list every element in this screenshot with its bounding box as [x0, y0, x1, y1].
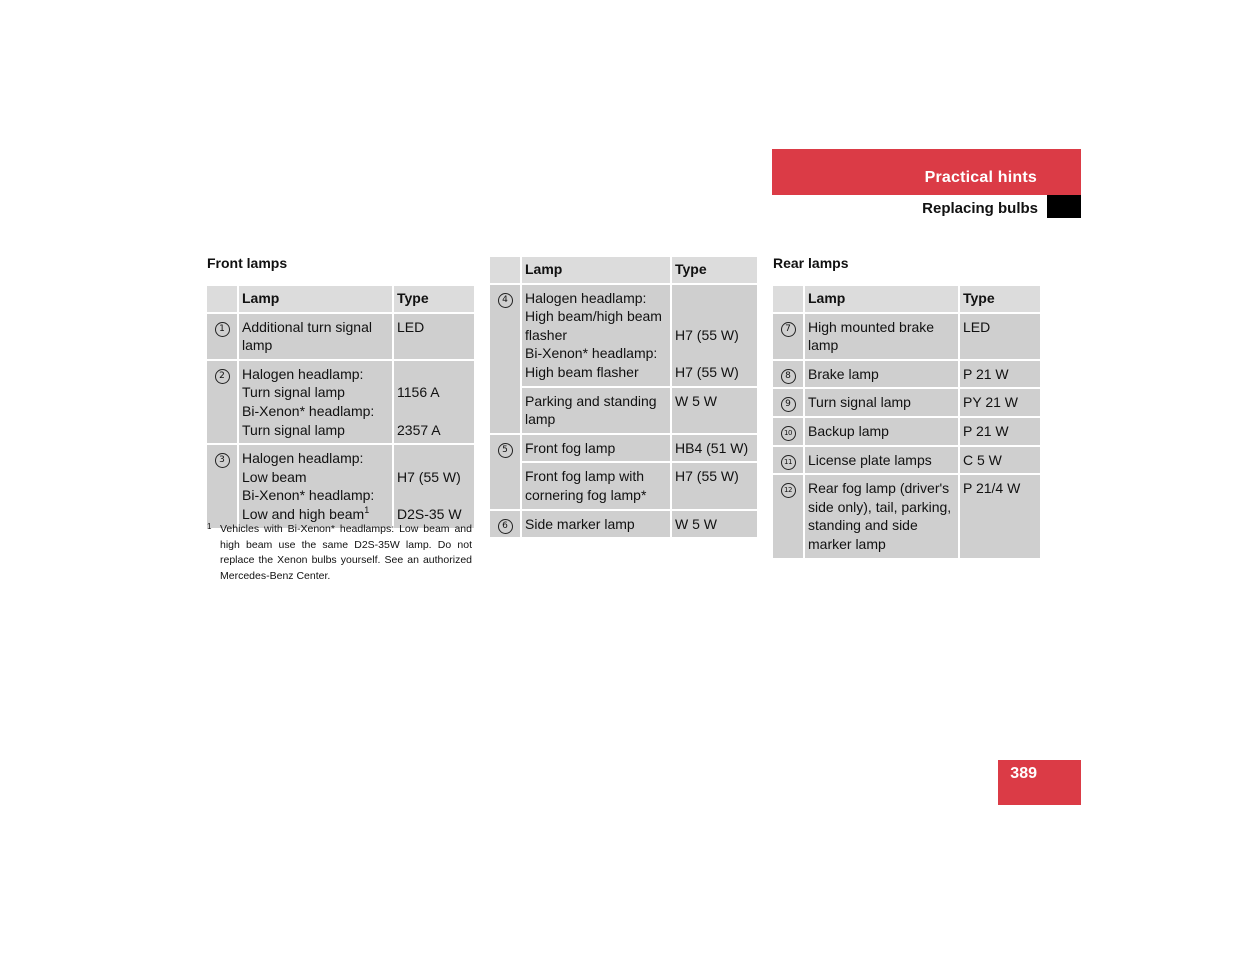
section-title-bar — [772, 195, 1047, 218]
table-row — [772, 313, 1041, 360]
type-cell — [671, 387, 758, 434]
lamp-line: Front fog lamp — [525, 439, 616, 456]
footnote-reference: 1 — [364, 504, 370, 515]
lamp-cell — [804, 313, 959, 360]
rear-lamps-title: Rear lamps — [773, 255, 849, 271]
table-row — [772, 360, 1041, 389]
type-line: P 21 W — [963, 422, 1009, 439]
item-number-cell — [206, 313, 238, 360]
chapter-header-band — [772, 149, 1081, 195]
lamp-line: Halogen headlamp: — [242, 365, 364, 382]
chapter-title: Practical hints — [924, 169, 1037, 186]
type-line: D2S-35 W — [397, 505, 462, 522]
table-row — [772, 446, 1041, 475]
lamp-line: lamp — [242, 337, 273, 354]
item-number-cell — [772, 313, 804, 360]
item-number-badge: 6 — [498, 519, 513, 534]
footnote-text: Vehicles with Bi-Xenon* headlamps: Low beam and high beam use the same D2S-35W lamp. Do not replace the Xenon bulbs yourself. See an authorized Mercedes-Benz Center. — [220, 523, 472, 582]
lamp-line: Backup lamp — [808, 422, 889, 439]
type-line — [397, 402, 471, 421]
lamp-line: Halogen headlamp: — [242, 450, 364, 467]
item-number-badge: 11 — [781, 455, 796, 470]
rear-lamps-table — [771, 284, 1042, 560]
page-number: 389 — [1010, 765, 1037, 782]
lamp-line — [242, 505, 389, 524]
lamp-cell — [804, 474, 959, 558]
lamp-line: Bi-Xenon* headlamp: — [242, 487, 375, 504]
footnote-mark: 1 — [207, 522, 212, 531]
header-num-cell — [206, 285, 238, 313]
item-number-badge: 10 — [781, 426, 796, 441]
item-number-cell — [206, 444, 238, 528]
type-line: 1156 A — [397, 384, 440, 401]
type-cell — [671, 510, 758, 539]
type-line: W 5 W — [675, 392, 717, 409]
header-num-cell — [772, 285, 804, 313]
type-line — [675, 344, 754, 363]
item-number-badge: 4 — [498, 293, 513, 308]
item-number-badge: 7 — [781, 322, 796, 337]
header-num-cell — [489, 256, 521, 284]
type-cell — [671, 434, 758, 463]
table-header-row — [206, 285, 475, 313]
table-row — [489, 510, 758, 539]
item-number-badge: 2 — [215, 369, 230, 384]
type-line: LED — [397, 318, 425, 335]
front-lamps-table — [205, 284, 476, 530]
lamp-cell — [521, 462, 671, 509]
lamp-cell — [804, 360, 959, 389]
type-cell — [959, 388, 1041, 417]
item-number-badge: 1 — [215, 322, 230, 337]
header-lamp: Lamp — [521, 256, 671, 284]
lamp-line: License plate lamps — [808, 451, 932, 468]
header-type: Type — [671, 256, 758, 284]
lamp-line: High mounted brake — [808, 318, 935, 335]
lamp-line: Rear fog lamp (driver's — [808, 480, 950, 497]
type-line — [397, 449, 471, 468]
item-number-badge: 12 — [781, 483, 796, 498]
lamp-line: High beam/high beam — [525, 308, 662, 325]
type-line: H7 (55 W) — [675, 363, 739, 380]
type-line: C 5 W — [963, 451, 1002, 468]
table-header-row — [772, 285, 1041, 313]
header-type: Type — [393, 285, 475, 313]
header-type: Type — [959, 285, 1041, 313]
type-cell — [671, 462, 758, 509]
header-lamp: Lamp — [238, 285, 393, 313]
type-line — [675, 289, 754, 308]
table-row — [206, 313, 475, 360]
lamp-line-text: Low and high beam — [242, 505, 365, 522]
lamp-cell — [521, 434, 671, 463]
table-row — [206, 444, 475, 528]
lamp-line: marker lamp — [808, 535, 886, 552]
front-lamps-table-continued — [488, 255, 759, 539]
type-cell — [959, 474, 1041, 558]
type-line: PY 21 W — [963, 394, 1018, 411]
type-line: HB4 (51 W) — [675, 439, 749, 456]
type-line — [675, 307, 754, 326]
front-lamps-title: Front lamps — [207, 255, 288, 271]
lamp-line: High beam flasher — [525, 363, 639, 380]
item-number-cell — [489, 510, 521, 539]
item-number-cell — [772, 474, 804, 558]
lamp-line: Brake lamp — [808, 365, 879, 382]
type-line: H7 (55 W) — [397, 468, 461, 485]
table-row — [489, 387, 758, 434]
lamp-cell — [521, 510, 671, 539]
table-row — [206, 360, 475, 444]
lamp-line: Bi-Xenon* headlamp: — [525, 345, 658, 362]
type-cell — [959, 360, 1041, 389]
lamp-line: Halogen headlamp: — [525, 289, 647, 306]
lamp-line: Side marker lamp — [525, 515, 635, 532]
type-cell — [959, 417, 1041, 446]
lamp-cell — [238, 313, 393, 360]
lamp-line: cornering fog lamp* — [525, 486, 647, 503]
table-row — [772, 474, 1041, 558]
item-number-badge: 8 — [781, 369, 796, 384]
item-number-badge: 5 — [498, 443, 513, 458]
type-cell — [393, 444, 475, 528]
item-number-cell — [489, 284, 521, 434]
lamp-line: flasher — [525, 326, 568, 343]
lamp-line: lamp — [808, 337, 839, 354]
type-line: H7 (55 W) — [675, 326, 739, 343]
type-cell — [959, 313, 1041, 360]
type-line — [397, 365, 471, 384]
type-cell — [671, 284, 758, 387]
lamp-cell — [521, 387, 671, 434]
table-header-row — [489, 256, 758, 284]
item-number-cell — [772, 446, 804, 475]
lamp-cell — [238, 360, 393, 444]
section-title: Replacing bulbs — [922, 200, 1038, 217]
table-row — [489, 462, 758, 509]
type-cell — [393, 313, 475, 360]
item-number-cell — [206, 360, 238, 444]
type-line — [397, 486, 471, 505]
lamp-line: Turn signal lamp — [242, 421, 345, 438]
type-line: P 21 W — [963, 365, 1009, 382]
table-row — [772, 417, 1041, 446]
table-row — [772, 388, 1041, 417]
footnote — [207, 522, 472, 584]
lamp-cell — [804, 417, 959, 446]
item-number-badge: 9 — [781, 397, 796, 412]
type-line: H7 (55 W) — [675, 468, 739, 485]
lamp-line: Bi-Xenon* headlamp: — [242, 402, 375, 419]
item-number-cell — [772, 388, 804, 417]
lamp-cell — [238, 444, 393, 528]
type-cell — [393, 360, 475, 444]
type-cell — [959, 446, 1041, 475]
page-number-box — [998, 760, 1081, 805]
item-number-cell — [489, 434, 521, 510]
header-lamp: Lamp — [804, 285, 959, 313]
lamp-cell — [804, 446, 959, 475]
lamp-line: Turn signal lamp — [242, 384, 345, 401]
section-marker-block — [1047, 195, 1081, 218]
lamp-line: side only), tail, parking, — [808, 498, 952, 515]
item-number-badge: 3 — [215, 453, 230, 468]
lamp-line: Parking and standing — [525, 392, 657, 409]
lamp-line: Front fog lamp with — [525, 468, 645, 485]
type-line: 2357 A — [397, 421, 441, 438]
lamp-line: Low beam — [242, 468, 307, 485]
table-row — [489, 284, 758, 387]
lamp-line: lamp — [525, 411, 556, 428]
lamp-line: Additional turn signal — [242, 318, 372, 335]
item-number-cell — [772, 417, 804, 446]
table-row — [489, 434, 758, 463]
type-line: LED — [963, 318, 991, 335]
type-line: P 21/4 W — [963, 480, 1021, 497]
lamp-line: standing and side — [808, 517, 918, 534]
lamp-line: Turn signal lamp — [808, 394, 911, 411]
lamp-cell — [804, 388, 959, 417]
lamp-cell — [521, 284, 671, 387]
item-number-cell — [772, 360, 804, 389]
type-line: W 5 W — [675, 515, 717, 532]
